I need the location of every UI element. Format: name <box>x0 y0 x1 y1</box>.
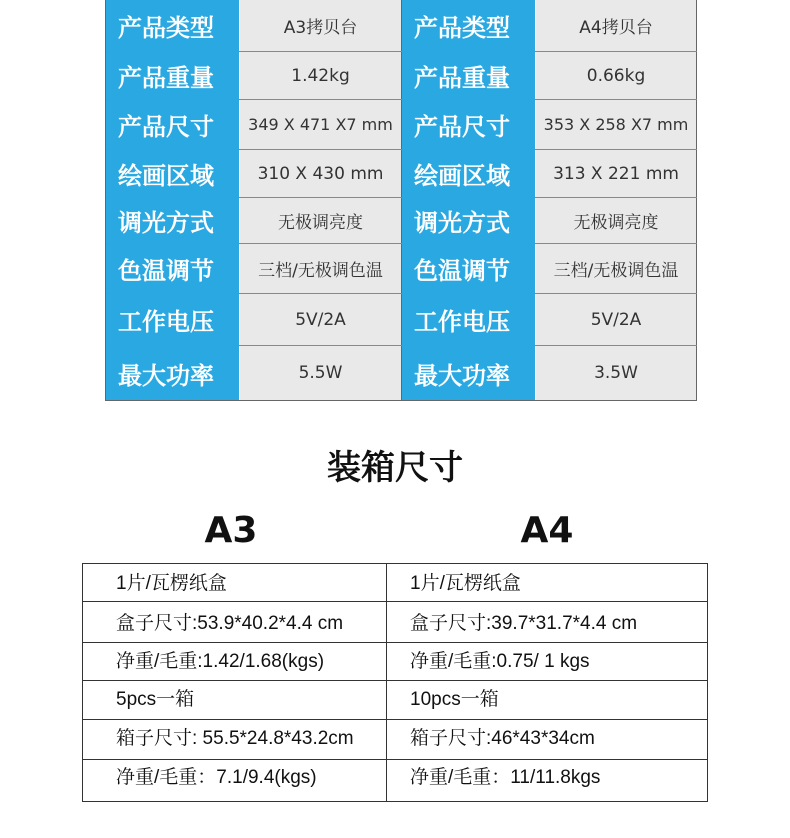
packing-cell-a4: 盒子尺寸:39.7*31.7*4.4 cm <box>410 613 638 634</box>
spec-label: 产品重量 <box>106 52 240 99</box>
model-a3-heading: A3 <box>204 510 258 551</box>
spec-label: 产品重量 <box>402 52 536 99</box>
spec-value: A3拷贝台 <box>240 0 402 51</box>
packing-cell-a4: 净重/毛重:0.75/ 1 kgs <box>410 651 590 672</box>
spec-label: 工作电压 <box>106 294 240 345</box>
spec-row <box>106 100 697 149</box>
spec-label: 产品类型 <box>106 0 240 51</box>
spec-label: 最大功率 <box>402 346 536 400</box>
spec-row <box>106 52 697 99</box>
row-divider <box>83 642 707 643</box>
packing-cell-a3: 净重/毛重：7.1/9.4(kgs) <box>116 767 317 788</box>
spec-table <box>105 0 697 401</box>
spec-value: 5V/2A <box>536 294 697 345</box>
spec-value: 0.66kg <box>536 52 697 99</box>
packing-cell-a3: 5pcs一箱 <box>116 689 195 710</box>
packing-cell-a4: 10pcs一箱 <box>410 689 499 710</box>
spec-value: 310 X 430 mm <box>240 150 402 197</box>
spec-value: 1.42kg <box>240 52 402 99</box>
spec-value: 3.5W <box>536 346 697 400</box>
spec-label: 工作电压 <box>402 294 536 345</box>
spec-row <box>106 150 697 197</box>
spec-row <box>106 244 697 293</box>
row-divider <box>83 601 707 602</box>
spec-value: 313 X 221 mm <box>536 150 697 197</box>
spec-value: 三档/无极调色温 <box>240 244 402 293</box>
spec-value: 无极调亮度 <box>240 198 402 243</box>
spec-row <box>106 198 697 243</box>
spec-label: 色温调节 <box>402 244 536 293</box>
packing-cell-a3: 净重/毛重:1.42/1.68(kgs) <box>116 651 325 672</box>
spec-label: 产品尺寸 <box>402 100 536 149</box>
packing-title: 装箱尺寸 <box>327 448 463 488</box>
spec-label: 绘画区域 <box>402 150 536 197</box>
spec-label: 色温调节 <box>106 244 240 293</box>
row-divider <box>83 719 707 720</box>
spec-label: 调光方式 <box>106 198 240 243</box>
packing-cell-a3: 1片/瓦楞纸盒 <box>116 573 227 594</box>
row-divider <box>83 759 707 760</box>
spec-value: 5V/2A <box>240 294 402 345</box>
spec-value: 5.5W <box>240 346 402 400</box>
spec-row <box>106 294 697 345</box>
packing-cell-a4: 净重/毛重：11/11.8kgs <box>410 767 601 788</box>
packing-cell-a4: 箱子尺寸:46*43*34cm <box>410 728 595 749</box>
packing-cell-a3: 箱子尺寸: 55.5*24.8*43.2cm <box>116 728 354 749</box>
spec-label: 产品类型 <box>402 0 536 51</box>
spec-value: 353 X 258 X7 mm <box>536 100 697 149</box>
row-divider <box>83 680 707 681</box>
column-divider <box>386 564 387 801</box>
spec-row <box>106 346 697 400</box>
spec-value: 349 X 471 X7 mm <box>240 100 402 149</box>
model-a4-heading: A4 <box>520 510 574 551</box>
spec-value: 无极调亮度 <box>536 198 697 243</box>
packing-table <box>82 563 708 802</box>
spec-label: 产品尺寸 <box>106 100 240 149</box>
spec-label: 调光方式 <box>402 198 536 243</box>
packing-cell-a3: 盒子尺寸:53.9*40.2*4.4 cm <box>116 613 344 634</box>
spec-label: 绘画区域 <box>106 150 240 197</box>
spec-value: A4拷贝台 <box>536 0 697 51</box>
spec-row <box>106 0 697 51</box>
spec-value: 三档/无极调色温 <box>536 244 697 293</box>
spec-label: 最大功率 <box>106 346 240 400</box>
packing-cell-a4: 1片/瓦楞纸盒 <box>410 573 521 594</box>
